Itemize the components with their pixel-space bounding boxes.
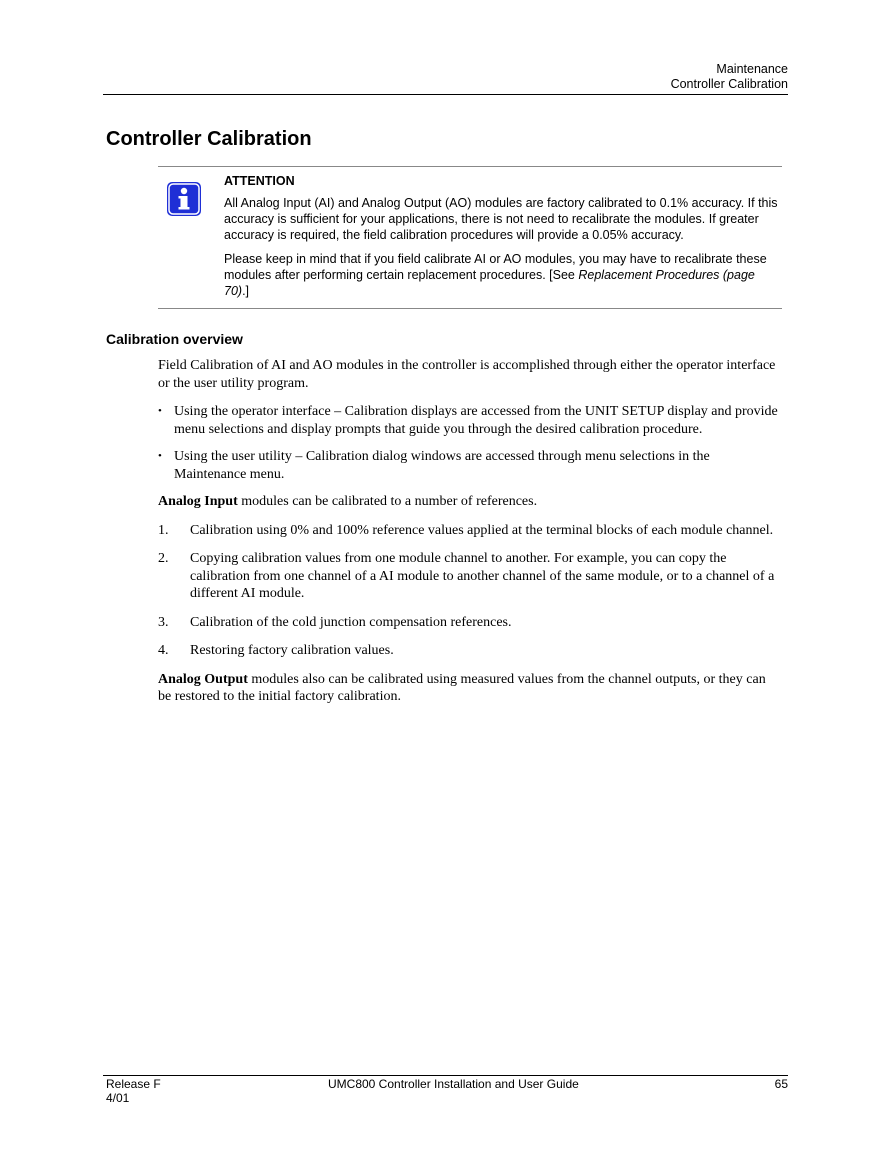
analog-output-term: Analog Output <box>158 671 248 687</box>
attention-text <box>224 173 780 307</box>
item-number: 4. <box>158 643 169 658</box>
running-header <box>671 62 788 92</box>
bullet-mark: • <box>158 450 162 462</box>
item-number: 3. <box>158 614 169 630</box>
item-number: 1. <box>158 522 169 538</box>
item-text: Restoring factory calibration values. <box>190 643 394 658</box>
bullet-item <box>158 448 778 483</box>
bullet-mark: • <box>158 405 162 417</box>
section-heading: Calibration overview <box>106 331 243 347</box>
analog-output-paragraph <box>158 671 778 706</box>
numbered-item <box>158 550 778 603</box>
footer-rule <box>103 1075 788 1076</box>
bullet-text: Using the operator interface – Calibration displays are accessed from the UNIT SETUP display and provide menu selections and display prompts that guide you through the desired calibration procedure. <box>174 404 778 437</box>
release-label: Release F <box>106 1077 161 1091</box>
page-title: Controller Calibration <box>106 128 312 150</box>
bullet-text: Using the user utility – Calibration dialog windows are accessed through menu selections in the Maintenance menu. <box>174 449 710 482</box>
bullet-item <box>158 403 778 438</box>
footer-left <box>106 1077 161 1105</box>
numbered-item <box>158 614 778 632</box>
guide-title: UMC800 Controller Installation and User Guide <box>328 1077 579 1091</box>
item-number: 2. <box>158 551 169 566</box>
attention-paragraph-2 <box>224 251 780 299</box>
analog-input-paragraph <box>158 493 778 511</box>
numbered-item <box>158 642 778 660</box>
header-subsection: Controller Calibration <box>670 77 788 91</box>
replacement-procedures-link[interactable]: Replacement Procedures (page 70) <box>224 268 755 298</box>
body-content <box>158 357 778 717</box>
item-text: Calibration of the cold junction compensation references. <box>190 614 512 630</box>
attention-heading: ATTENTION <box>224 174 295 188</box>
numbered-item <box>158 522 778 540</box>
analog-input-text: modules can be calibrated to a number of references. <box>237 494 538 509</box>
release-date: 4/01 <box>106 1091 130 1105</box>
attention-box <box>158 166 782 309</box>
attention-paragraph-1: All Analog Input (AI) and Analog Output (AO) modules are factory calibrated to 0.1% accuracy. If this accuracy is sufficient for your applications, there is not need to recalibrate the modules. If greater accuracy is required, the field calibration procedures will provide a 0.05% accuracy. <box>224 196 778 242</box>
page-number: 65 <box>774 1077 788 1091</box>
attention-paragraph-2-text: Please keep in mind that if you field calibrate AI or AO modules, you may have to recalibrate these modules after performing certain replacement procedures. [See <box>224 252 767 282</box>
info-icon <box>166 181 202 217</box>
analog-input-term: Analog Input <box>158 494 238 509</box>
item-text: Copying calibration values from one module channel to another. For example, you can copy the calibration from one channel of a AI module to another channel of the same module, or to a channel of a different AI module. <box>190 551 775 601</box>
item-text: Calibration using 0% and 100% reference values applied at the terminal blocks of each module channel. <box>190 522 774 538</box>
attention-paragraph-2-end: .] <box>242 284 250 298</box>
analog-output-text: modules also can be calibrated using measured values from the channel outputs, or they can be restored to the initial factory calibration. <box>158 671 766 704</box>
header-rule <box>103 94 788 95</box>
header-section: Maintenance <box>716 62 788 76</box>
intro-paragraph: Field Calibration of AI and AO modules in the controller is accomplished through either the operator interface or the user utility program. <box>158 358 776 391</box>
